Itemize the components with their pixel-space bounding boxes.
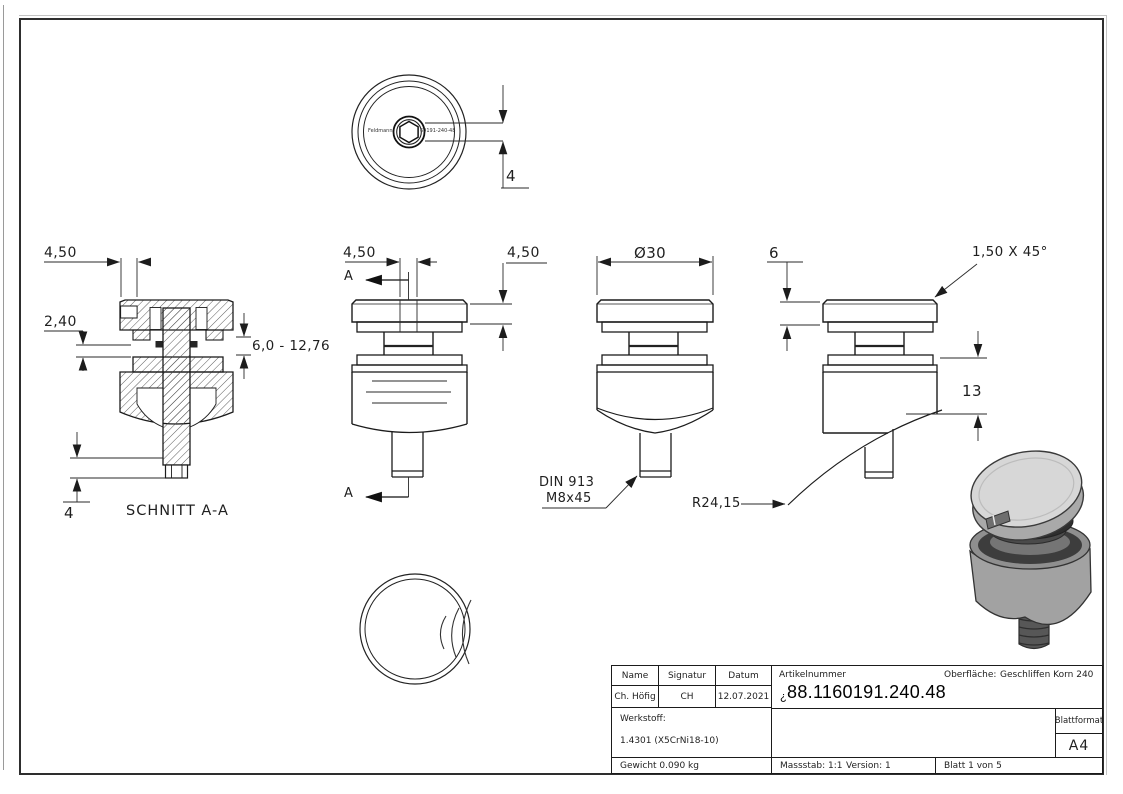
werkstoff-value: 1.4301 (X5CrNi18-10) xyxy=(620,736,719,746)
oberflaeche-label: Oberfläche: xyxy=(944,670,997,680)
cut-arrow-label-bottom: A xyxy=(344,486,354,501)
section-title: SCHNITT A-A xyxy=(126,503,229,519)
titleblock-blattformat-value: A4 xyxy=(1055,733,1103,758)
dim-front-slot-label: 4,50 xyxy=(343,245,376,261)
section-view-linework xyxy=(44,258,251,502)
titleblock-blatt-cell xyxy=(935,757,1103,774)
chamfer-note: 1,50 X 45° xyxy=(972,244,1048,260)
titleblock-werkstoff-cell xyxy=(611,707,772,758)
right-side-view-linework xyxy=(741,262,987,505)
titleblock-signatur-value: CH xyxy=(658,685,716,708)
titleblock-blattformat-label: Blattformat xyxy=(1055,708,1103,734)
dim-front-cap-label: 4,50 xyxy=(507,245,540,261)
blatt-value: Blatt 1 von 5 xyxy=(944,761,1002,771)
laser-marking-left: Feldmann xyxy=(368,128,393,134)
dim-glass-range-label: 6,0 - 12,76 xyxy=(252,338,330,354)
laser-marking-right: 60191-240-48 xyxy=(420,128,456,134)
thread-note-line1: DIN 913 xyxy=(539,475,595,490)
oberflaeche-value: Geschliffen Korn 240 xyxy=(1000,670,1094,680)
dim-diameter-label: Ø30 xyxy=(634,244,667,262)
titleblock-header-name: Name xyxy=(611,665,659,686)
product-photo xyxy=(963,441,1092,648)
dim-gasket-label: 2,40 xyxy=(44,314,77,330)
artikelnummer-label: Artikelnummer xyxy=(779,670,846,680)
dim-body-height-label: 13 xyxy=(962,382,982,400)
titleblock-gewicht-cell xyxy=(611,757,772,774)
titleblock-header-datum: Datum xyxy=(715,665,772,686)
dim-top-socket-label: 4 xyxy=(506,167,516,185)
artikelnummer-value: ¿88.1160191.240.48 xyxy=(780,682,946,703)
bottom-view-linework xyxy=(360,574,471,684)
titleblock-name-value: Ch. Höfig xyxy=(611,685,659,708)
dim-slot-width-label: 4,50 xyxy=(44,245,77,261)
titleblock-datum-value: 12.07.2021 xyxy=(715,685,772,708)
titleblock-artikelnummer-cell xyxy=(771,665,1103,709)
gewicht-value: Gewicht 0.090 kg xyxy=(620,761,699,771)
cut-arrow-label-top: A xyxy=(344,269,354,284)
version-value: Version: 1 xyxy=(846,761,891,771)
werkstoff-label: Werkstoff: xyxy=(620,714,666,724)
dim-cap-height-label: 6 xyxy=(769,244,779,262)
titleblock-header-signatur: Signatur xyxy=(658,665,716,686)
left-side-view-linework xyxy=(542,256,713,508)
radius-note: R24,15 xyxy=(692,496,741,511)
thread-note-line2: M8x45 xyxy=(546,491,592,506)
titleblock-empty-cell xyxy=(771,708,1056,758)
massstab-value: Massstab: 1:1 xyxy=(780,761,843,771)
front-view-linework xyxy=(345,258,547,497)
titleblock-massstab-cell xyxy=(771,757,936,774)
dim-tip-label: 4 xyxy=(64,504,74,522)
